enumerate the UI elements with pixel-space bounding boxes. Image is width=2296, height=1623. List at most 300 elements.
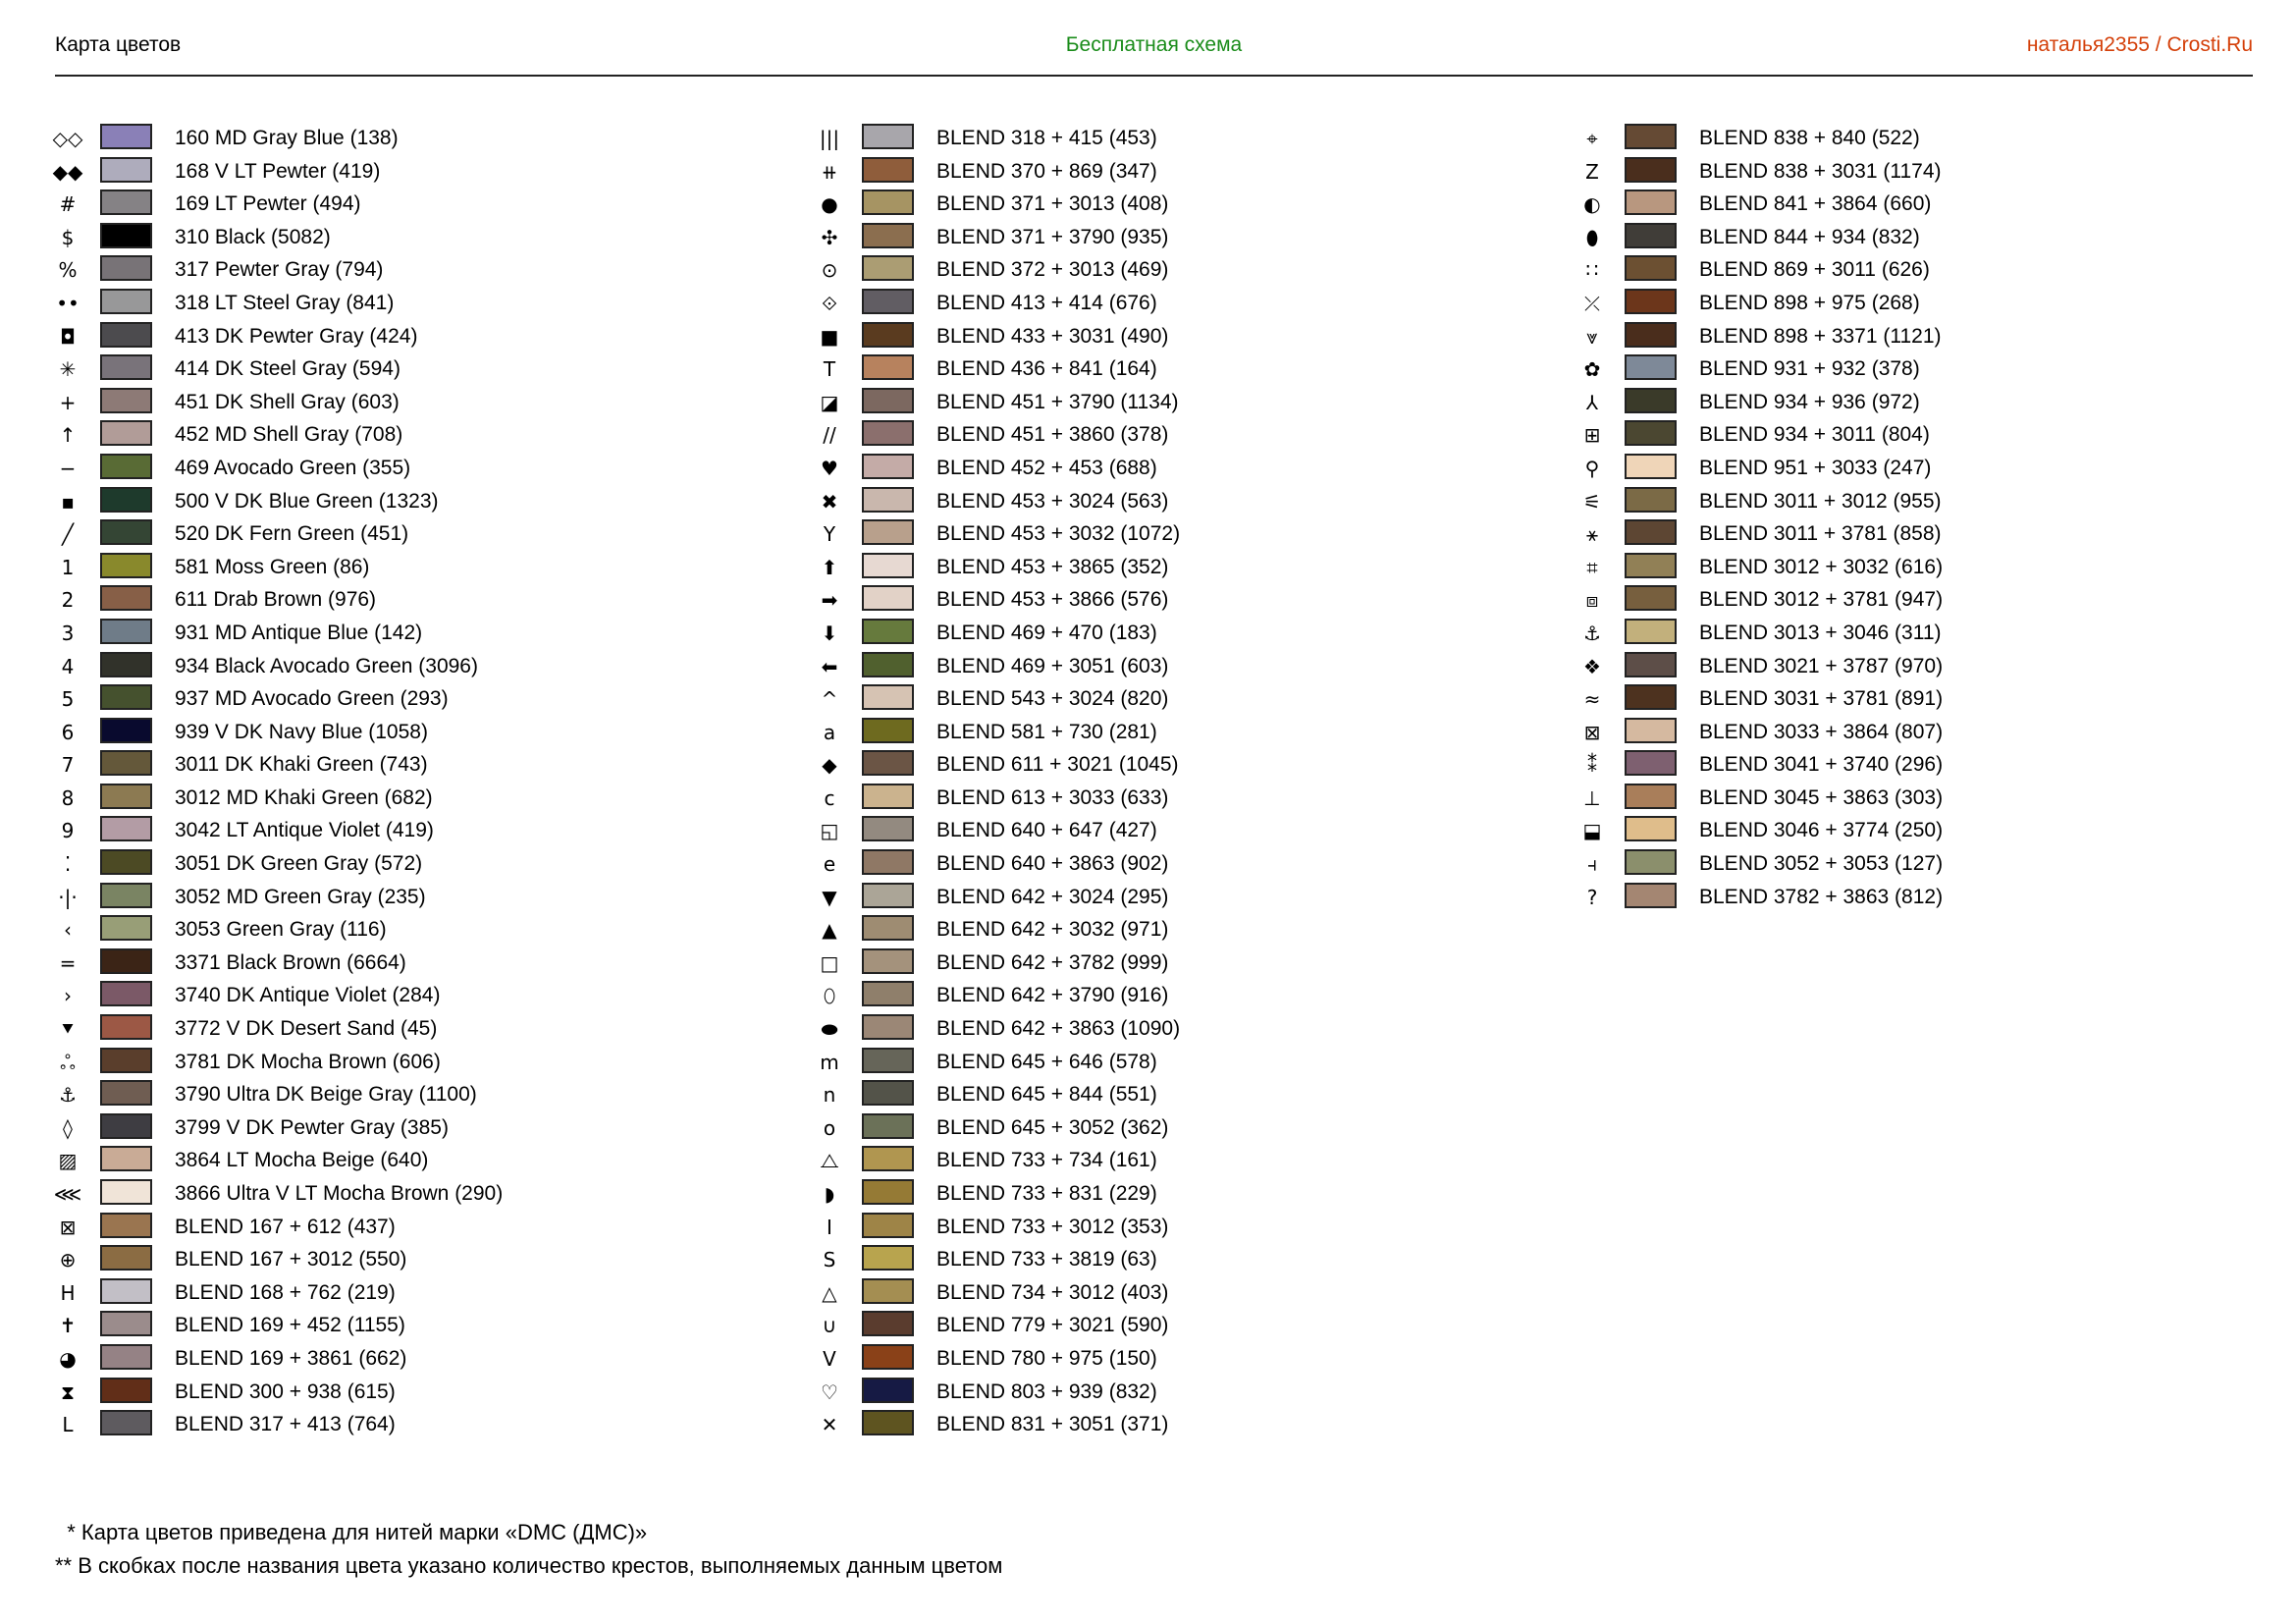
stitch-symbol-icon: ⚓ bbox=[59, 1083, 77, 1108]
color-name: BLEND 931 + 932 (378) bbox=[1699, 357, 1920, 381]
stitch-symbol-icon: ^ bbox=[821, 687, 838, 712]
color-name: 3042 LT Antique Violet (419) bbox=[175, 819, 434, 842]
color-name: 939 V DK Navy Blue (1058) bbox=[175, 720, 428, 743]
color-swatch bbox=[1625, 255, 1677, 281]
stitch-symbol-icon: ⊥ bbox=[1583, 785, 1601, 810]
stitch-symbol-icon: ⯆ bbox=[60, 1017, 76, 1042]
stitch-symbol-icon: a bbox=[823, 720, 836, 744]
stitch-symbol-icon: ⬅ bbox=[821, 654, 838, 678]
stitch-symbol-icon: ⌗ bbox=[1586, 555, 1598, 579]
stitch-symbol-icon: ✳ bbox=[59, 357, 77, 382]
stitch-symbol-icon: ▼ bbox=[822, 885, 837, 909]
color-swatch bbox=[1625, 816, 1677, 841]
stitch-symbol-icon: ⧍ bbox=[820, 1149, 839, 1173]
color-swatch bbox=[862, 420, 914, 446]
color-swatch bbox=[862, 1344, 914, 1370]
color-swatch bbox=[100, 1378, 152, 1403]
color-name: BLEND 3052 + 3053 (127) bbox=[1699, 852, 1944, 876]
stitch-symbol-icon: c bbox=[824, 785, 835, 810]
stitch-symbol-icon: 2 bbox=[61, 588, 75, 613]
color-name: BLEND 803 + 939 (832) bbox=[936, 1380, 1157, 1403]
header-title: Карта цветов bbox=[55, 33, 182, 56]
stitch-symbol-icon: Z bbox=[1585, 159, 1599, 184]
stitch-symbol-icon: m bbox=[820, 1050, 839, 1074]
color-swatch bbox=[862, 585, 914, 611]
color-swatch bbox=[862, 124, 914, 149]
color-name: BLEND 838 + 3031 (1174) bbox=[1699, 159, 1942, 183]
color-name: 469 Avocado Green (355) bbox=[175, 456, 411, 479]
color-name: 310 Black (5082) bbox=[175, 225, 331, 248]
stitch-symbol-icon: ◪ bbox=[820, 390, 839, 414]
color-swatch bbox=[1625, 652, 1677, 677]
color-swatch bbox=[100, 684, 152, 710]
color-swatch bbox=[862, 388, 914, 413]
color-name: BLEND 3046 + 3774 (250) bbox=[1699, 819, 1944, 842]
stitch-symbol-icon: ◗ bbox=[824, 1182, 835, 1206]
stitch-symbol-icon: ⋘ bbox=[53, 1182, 82, 1206]
stitch-symbol-icon: ❖ bbox=[1583, 654, 1601, 678]
stitch-symbol-icon: # bbox=[59, 192, 77, 217]
color-name: BLEND 317 + 413 (764) bbox=[175, 1413, 396, 1436]
stitch-symbol-icon: ● bbox=[821, 192, 838, 217]
color-swatch bbox=[100, 1146, 152, 1171]
color-name: BLEND 645 + 646 (578) bbox=[936, 1050, 1157, 1073]
stitch-symbol-icon: $ bbox=[61, 225, 75, 249]
stitch-symbol-icon: ⬯ bbox=[823, 984, 836, 1008]
stitch-symbol-icon: ✕ bbox=[821, 1413, 838, 1437]
stitch-symbol-icon: ∪ bbox=[822, 1314, 837, 1338]
color-swatch bbox=[100, 1113, 152, 1139]
color-swatch bbox=[862, 289, 914, 314]
color-name: BLEND 167 + 612 (437) bbox=[175, 1215, 396, 1238]
stitch-symbol-icon: ╱ bbox=[61, 522, 75, 547]
stitch-symbol-icon: ◱ bbox=[820, 819, 839, 843]
color-name: 581 Moss Green (86) bbox=[175, 555, 370, 578]
color-swatch bbox=[100, 1278, 152, 1304]
color-name: 934 Black Avocado Green (3096) bbox=[175, 654, 478, 677]
color-name: 413 DK Pewter Gray (424) bbox=[175, 324, 418, 348]
color-swatch bbox=[1625, 388, 1677, 413]
stitch-symbol-icon: ⊠ bbox=[1583, 720, 1601, 744]
stitch-symbol-icon: ♡ bbox=[821, 1380, 838, 1404]
stitch-symbol-icon: ◘ bbox=[60, 324, 76, 349]
color-swatch bbox=[100, 223, 152, 248]
color-swatch bbox=[862, 1014, 914, 1040]
stitch-symbol-icon: o bbox=[823, 1115, 836, 1140]
color-swatch bbox=[100, 1311, 152, 1336]
stitch-symbol-icon: › bbox=[64, 984, 72, 1008]
color-name: 3781 DK Mocha Brown (606) bbox=[175, 1050, 441, 1073]
color-name: BLEND 934 + 936 (972) bbox=[1699, 390, 1920, 413]
footnote-count: ** В скобках после названия цвета указано количество крестов, выполняемых данным цветом bbox=[55, 1553, 1003, 1578]
stitch-symbol-icon: ◆ bbox=[822, 753, 837, 778]
color-name: BLEND 844 + 934 (832) bbox=[1699, 225, 1920, 248]
color-swatch bbox=[100, 585, 152, 611]
stitch-symbol-icon: ▪ bbox=[61, 489, 75, 514]
color-swatch bbox=[862, 883, 914, 908]
stitch-symbol-icon: ◕ bbox=[59, 1346, 77, 1371]
color-name: 451 DK Shell Gray (603) bbox=[175, 390, 400, 413]
color-swatch bbox=[862, 1080, 914, 1106]
color-swatch bbox=[862, 652, 914, 677]
color-swatch bbox=[862, 1410, 914, 1435]
color-swatch bbox=[862, 189, 914, 215]
color-name: BLEND 452 + 453 (688) bbox=[936, 456, 1157, 479]
color-name: BLEND 169 + 452 (1155) bbox=[175, 1314, 405, 1337]
color-swatch bbox=[862, 1146, 914, 1171]
stitch-symbol-icon: ⊕ bbox=[59, 1248, 77, 1272]
color-name: BLEND 543 + 3024 (820) bbox=[936, 687, 1169, 711]
stitch-symbol-icon: ⟐ bbox=[822, 291, 837, 315]
stitch-symbol-icon: □ bbox=[820, 950, 839, 975]
color-swatch bbox=[1625, 619, 1677, 644]
color-name: 3866 Ultra V LT Mocha Brown (290) bbox=[175, 1182, 504, 1205]
stitch-symbol-icon: ⊙ bbox=[821, 258, 838, 283]
color-swatch bbox=[100, 718, 152, 743]
color-name: 317 Pewter Gray (794) bbox=[175, 258, 384, 282]
color-swatch bbox=[862, 1378, 914, 1403]
color-swatch bbox=[862, 915, 914, 941]
stitch-symbol-icon: ⚓ bbox=[1583, 621, 1601, 645]
stitch-symbol-icon: S bbox=[823, 1248, 836, 1272]
color-name: BLEND 469 + 3051 (603) bbox=[936, 654, 1169, 677]
stitch-symbol-icon: ◆◆ bbox=[52, 159, 83, 184]
stitch-symbol-icon: ஃ bbox=[60, 1050, 76, 1074]
color-swatch bbox=[100, 255, 152, 281]
color-swatch bbox=[1625, 750, 1677, 776]
color-name: 3864 LT Mocha Beige (640) bbox=[175, 1149, 429, 1172]
color-swatch bbox=[862, 948, 914, 974]
stitch-symbol-icon: n bbox=[823, 1083, 836, 1108]
stitch-symbol-icon: ✿ bbox=[1583, 357, 1601, 382]
stitch-symbol-icon: ⧈ bbox=[1585, 588, 1599, 613]
color-swatch bbox=[862, 718, 914, 743]
color-name: 3799 V DK Pewter Gray (385) bbox=[175, 1115, 449, 1139]
stitch-symbol-icon: ⚹ bbox=[1586, 522, 1598, 547]
color-name: BLEND 733 + 734 (161) bbox=[936, 1149, 1157, 1172]
color-swatch bbox=[100, 1179, 152, 1205]
color-name: BLEND 453 + 3032 (1072) bbox=[936, 522, 1181, 546]
color-swatch bbox=[1625, 553, 1677, 578]
color-swatch bbox=[100, 1048, 152, 1073]
color-name: 3011 DK Khaki Green (743) bbox=[175, 753, 428, 777]
color-name: BLEND 640 + 647 (427) bbox=[936, 819, 1157, 842]
stitch-symbol-icon: ✝ bbox=[59, 1314, 77, 1338]
color-name: BLEND 3782 + 3863 (812) bbox=[1699, 885, 1944, 908]
color-swatch bbox=[1625, 157, 1677, 183]
color-swatch bbox=[862, 1048, 914, 1073]
color-name: BLEND 831 + 3051 (371) bbox=[936, 1413, 1169, 1436]
page-header bbox=[55, 29, 2253, 77]
color-swatch bbox=[1625, 189, 1677, 215]
color-name: BLEND 645 + 844 (551) bbox=[936, 1083, 1157, 1107]
color-name: 414 DK Steel Gray (594) bbox=[175, 357, 400, 381]
color-swatch bbox=[100, 1014, 152, 1040]
color-swatch bbox=[862, 519, 914, 545]
stitch-symbol-icon: % bbox=[58, 258, 78, 283]
stitch-symbol-icon: ✖ bbox=[821, 489, 838, 514]
color-name: BLEND 780 + 975 (150) bbox=[936, 1346, 1157, 1370]
color-name: BLEND 642 + 3032 (971) bbox=[936, 918, 1169, 942]
color-swatch bbox=[862, 816, 914, 841]
color-name: 3790 Ultra DK Beige Gray (1100) bbox=[175, 1083, 477, 1107]
color-name: 3052 MD Green Gray (235) bbox=[175, 885, 426, 908]
color-swatch bbox=[100, 948, 152, 974]
color-swatch bbox=[862, 487, 914, 513]
stitch-symbol-icon: ■ bbox=[820, 324, 839, 349]
stitch-symbol-icon: 3 bbox=[61, 621, 75, 645]
color-swatch bbox=[862, 849, 914, 875]
color-swatch bbox=[1625, 322, 1677, 348]
color-swatch bbox=[100, 553, 152, 578]
color-name: BLEND 581 + 730 (281) bbox=[936, 720, 1157, 743]
stitch-symbol-icon: 1 bbox=[61, 555, 75, 579]
color-name: BLEND 371 + 3790 (935) bbox=[936, 225, 1169, 248]
color-name: 318 LT Steel Gray (841) bbox=[175, 291, 395, 314]
color-name: 520 DK Fern Green (451) bbox=[175, 522, 409, 546]
stitch-symbol-icon: ⬓ bbox=[1582, 819, 1602, 843]
color-swatch bbox=[100, 388, 152, 413]
stitch-symbol-icon: ⬇ bbox=[821, 621, 838, 645]
stitch-symbol-icon: 9 bbox=[61, 819, 75, 843]
color-name: BLEND 3011 + 3012 (955) bbox=[1699, 489, 1942, 513]
stitch-symbol-icon: = bbox=[59, 950, 77, 975]
stitch-symbol-icon: ⤫ bbox=[1584, 291, 1600, 315]
color-name: BLEND 453 + 3865 (352) bbox=[936, 555, 1169, 578]
color-name: BLEND 3033 + 3864 (807) bbox=[1699, 720, 1944, 743]
color-name: BLEND 898 + 3371 (1121) bbox=[1699, 324, 1942, 348]
color-name: BLEND 611 + 3021 (1045) bbox=[936, 753, 1179, 777]
color-swatch bbox=[862, 1113, 914, 1139]
stitch-symbol-icon: ⊠ bbox=[59, 1215, 77, 1239]
color-name: BLEND 433 + 3031 (490) bbox=[936, 324, 1169, 348]
color-name: BLEND 436 + 841 (164) bbox=[936, 357, 1157, 381]
color-name: 452 MD Shell Gray (708) bbox=[175, 423, 403, 447]
color-swatch bbox=[100, 1245, 152, 1271]
color-name: BLEND 779 + 3021 (590) bbox=[936, 1314, 1169, 1337]
color-name: BLEND 3013 + 3046 (311) bbox=[1699, 621, 1942, 644]
stitch-symbol-icon: ◐ bbox=[1583, 192, 1601, 217]
color-swatch bbox=[862, 1179, 914, 1205]
color-name: BLEND 3012 + 3032 (616) bbox=[1699, 555, 1944, 578]
stitch-symbol-icon: L bbox=[62, 1413, 74, 1437]
color-swatch bbox=[100, 487, 152, 513]
color-name: BLEND 642 + 3782 (999) bbox=[936, 950, 1169, 974]
color-name: BLEND 372 + 3013 (469) bbox=[936, 258, 1169, 282]
color-name: 3051 DK Green Gray (572) bbox=[175, 852, 423, 876]
stitch-symbol-icon: ? bbox=[1586, 885, 1598, 909]
color-swatch bbox=[100, 454, 152, 479]
color-name: BLEND 3031 + 3781 (891) bbox=[1699, 687, 1944, 711]
stitch-symbol-icon: ⁑ bbox=[1587, 753, 1597, 778]
stitch-symbol-icon: I bbox=[827, 1215, 832, 1239]
stitch-symbol-icon: ♥ bbox=[821, 456, 838, 480]
color-name: BLEND 300 + 938 (615) bbox=[175, 1380, 396, 1403]
stitch-symbol-icon: 7 bbox=[61, 753, 75, 778]
stitch-symbol-icon: 5 bbox=[61, 687, 75, 712]
color-swatch bbox=[100, 883, 152, 908]
color-swatch bbox=[862, 255, 914, 281]
color-swatch bbox=[100, 124, 152, 149]
color-swatch bbox=[862, 1311, 914, 1336]
color-name: BLEND 451 + 3790 (1134) bbox=[936, 390, 1179, 413]
stitch-symbol-icon: ▲ bbox=[822, 918, 837, 943]
color-swatch bbox=[862, 750, 914, 776]
color-name: BLEND 841 + 3864 (660) bbox=[1699, 192, 1932, 216]
color-swatch bbox=[1625, 849, 1677, 875]
color-swatch bbox=[100, 519, 152, 545]
color-swatch bbox=[1625, 124, 1677, 149]
color-name: BLEND 838 + 840 (522) bbox=[1699, 127, 1920, 149]
color-name: BLEND 642 + 3024 (295) bbox=[936, 885, 1169, 908]
color-swatch bbox=[1625, 684, 1677, 710]
color-swatch bbox=[100, 289, 152, 314]
color-swatch bbox=[862, 619, 914, 644]
color-name: 3772 V DK Desert Sand (45) bbox=[175, 1017, 438, 1041]
stitch-symbol-icon: 8 bbox=[61, 785, 75, 810]
color-swatch bbox=[862, 1278, 914, 1304]
color-swatch bbox=[862, 684, 914, 710]
color-name: 3371 Black Brown (6664) bbox=[175, 950, 406, 974]
stitch-symbol-icon: ⩔ bbox=[1586, 324, 1598, 349]
color-swatch bbox=[100, 189, 152, 215]
stitch-symbol-icon: ⅄ bbox=[1585, 390, 1599, 414]
color-name: BLEND 733 + 3012 (353) bbox=[936, 1215, 1169, 1238]
color-name: 3053 Green Gray (116) bbox=[175, 918, 387, 942]
color-name: BLEND 167 + 3012 (550) bbox=[175, 1248, 407, 1271]
stitch-symbol-icon: ≈ bbox=[1583, 687, 1601, 712]
stitch-symbol-icon: ‹ bbox=[64, 918, 72, 943]
color-name: BLEND 733 + 3819 (63) bbox=[936, 1248, 1157, 1271]
color-swatch bbox=[100, 420, 152, 446]
stitch-symbol-icon: ◇◇ bbox=[52, 127, 83, 150]
color-name: 3012 MD Khaki Green (682) bbox=[175, 785, 433, 809]
color-swatch bbox=[100, 1410, 152, 1435]
stitch-symbol-icon: 4 bbox=[61, 654, 75, 678]
color-swatch bbox=[1625, 420, 1677, 446]
color-name: 169 LT Pewter (494) bbox=[175, 192, 361, 216]
stitch-symbol-icon: ⁚ bbox=[64, 852, 72, 877]
stitch-symbol-icon: ✣ bbox=[821, 225, 838, 249]
stitch-symbol-icon: e bbox=[823, 852, 836, 877]
stitch-symbol-icon: 6 bbox=[61, 720, 75, 744]
footnote-brand: * Карта цветов приведена для нитей марки «DMC (ДМС)» bbox=[55, 1520, 648, 1544]
stitch-symbol-icon: + bbox=[59, 390, 77, 414]
stitch-symbol-icon: − bbox=[59, 456, 77, 480]
color-swatch bbox=[100, 816, 152, 841]
color-swatch bbox=[1625, 354, 1677, 380]
color-name: BLEND 371 + 3013 (408) bbox=[936, 192, 1169, 216]
color-swatch bbox=[862, 981, 914, 1006]
color-name: BLEND 413 + 414 (676) bbox=[936, 291, 1157, 314]
stitch-symbol-icon: ⊞ bbox=[1583, 423, 1601, 448]
stitch-symbol-icon: // bbox=[823, 423, 836, 448]
stitch-symbol-icon: ◊ bbox=[63, 1115, 73, 1140]
color-swatch bbox=[862, 553, 914, 578]
color-name: BLEND 451 + 3860 (378) bbox=[936, 423, 1169, 447]
color-swatch bbox=[100, 322, 152, 348]
color-swatch bbox=[100, 784, 152, 809]
color-swatch bbox=[100, 652, 152, 677]
color-swatch bbox=[862, 157, 914, 183]
color-name: 168 V LT Pewter (419) bbox=[175, 159, 381, 183]
color-name: BLEND 951 + 3033 (247) bbox=[1699, 456, 1932, 479]
stitch-symbol-icon: ·|· bbox=[58, 885, 78, 909]
color-name: BLEND 640 + 3863 (902) bbox=[936, 852, 1169, 876]
color-swatch bbox=[862, 1213, 914, 1238]
color-name: BLEND 934 + 3011 (804) bbox=[1699, 423, 1930, 447]
color-swatch bbox=[1625, 784, 1677, 809]
stitch-symbol-icon: ⧗ bbox=[60, 1380, 76, 1404]
stitch-symbol-icon: ⚟ bbox=[1583, 489, 1601, 514]
color-swatch bbox=[100, 915, 152, 941]
footnotes bbox=[55, 1516, 1002, 1583]
color-name: BLEND 645 + 3052 (362) bbox=[936, 1115, 1169, 1139]
color-name: 3740 DK Antique Violet (284) bbox=[175, 984, 441, 1007]
stitch-symbol-icon: ⚲ bbox=[1584, 456, 1600, 480]
color-swatch bbox=[100, 849, 152, 875]
color-swatch bbox=[862, 322, 914, 348]
stitch-symbol-icon: ▨ bbox=[58, 1149, 78, 1173]
color-name: BLEND 3021 + 3787 (970) bbox=[1699, 654, 1944, 677]
color-swatch bbox=[862, 354, 914, 380]
color-name: BLEND 734 + 3012 (403) bbox=[936, 1280, 1169, 1304]
stitch-symbol-icon: ⫞ bbox=[1587, 852, 1597, 877]
color-name: BLEND 898 + 975 (268) bbox=[1699, 291, 1920, 314]
color-swatch bbox=[1625, 519, 1677, 545]
color-swatch bbox=[100, 354, 152, 380]
color-swatch bbox=[1625, 454, 1677, 479]
color-name: BLEND 642 + 3790 (916) bbox=[936, 984, 1169, 1007]
stitch-symbol-icon: △ bbox=[822, 1280, 837, 1305]
color-name: 931 MD Antique Blue (142) bbox=[175, 621, 423, 644]
color-name: BLEND 642 + 3863 (1090) bbox=[936, 1017, 1181, 1041]
stitch-symbol-icon: •• bbox=[56, 291, 80, 315]
color-name: BLEND 370 + 869 (347) bbox=[936, 159, 1157, 183]
color-name: 937 MD Avocado Green (293) bbox=[175, 687, 449, 711]
color-name: BLEND 169 + 3861 (662) bbox=[175, 1346, 407, 1370]
color-swatch bbox=[1625, 585, 1677, 611]
color-swatch bbox=[100, 981, 152, 1006]
header-author-link[interactable]: наталья2355 / Crosti.Ru bbox=[2026, 33, 2253, 56]
stitch-symbol-icon: H bbox=[60, 1280, 76, 1305]
color-name: BLEND 469 + 470 (183) bbox=[936, 621, 1157, 644]
color-name: BLEND 3011 + 3781 (858) bbox=[1699, 522, 1942, 546]
color-swatch bbox=[1625, 289, 1677, 314]
color-swatch bbox=[1625, 223, 1677, 248]
color-swatch bbox=[1625, 883, 1677, 908]
color-name: BLEND 3012 + 3781 (947) bbox=[1699, 588, 1944, 612]
color-name: 611 Drab Brown (976) bbox=[175, 588, 377, 612]
color-swatch bbox=[100, 157, 152, 183]
stitch-symbol-icon: V bbox=[823, 1346, 836, 1371]
color-name: 160 MD Gray Blue (138) bbox=[175, 127, 399, 149]
color-swatch bbox=[862, 1245, 914, 1271]
color-name: BLEND 869 + 3011 (626) bbox=[1699, 258, 1930, 282]
color-name: BLEND 3041 + 3740 (296) bbox=[1699, 753, 1944, 777]
stitch-symbol-icon: ⌖ bbox=[1586, 127, 1598, 150]
color-swatch bbox=[100, 619, 152, 644]
color-name: 500 V DK Blue Green (1323) bbox=[175, 489, 439, 513]
stitch-symbol-icon: ⬮ bbox=[1585, 225, 1599, 249]
color-name: BLEND 3045 + 3863 (303) bbox=[1699, 785, 1944, 809]
color-swatch bbox=[1625, 487, 1677, 513]
color-swatch bbox=[862, 223, 914, 248]
stitch-symbol-icon: ⧺ bbox=[821, 159, 838, 184]
stitch-symbol-icon: ➡ bbox=[821, 588, 838, 613]
stitch-symbol-icon: ⬆ bbox=[821, 555, 838, 579]
color-swatch bbox=[100, 1344, 152, 1370]
